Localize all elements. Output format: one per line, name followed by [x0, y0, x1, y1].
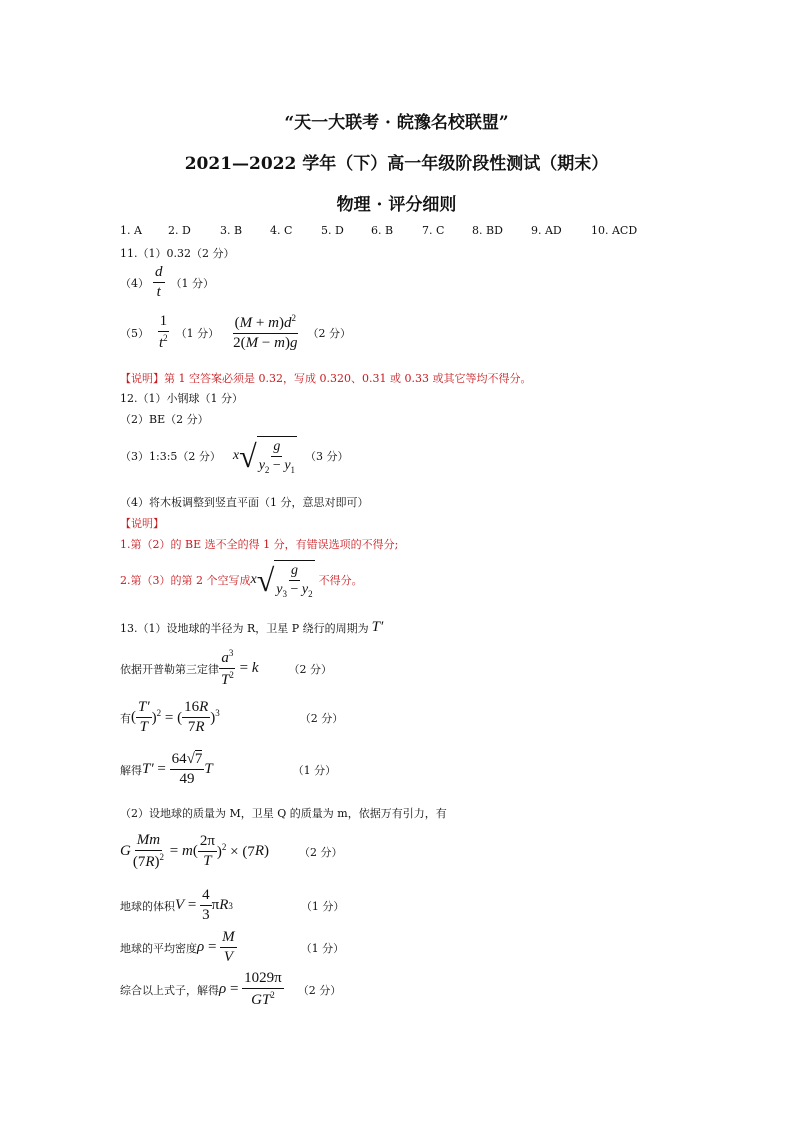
q11-part1: 11.（1）0.32（2 分） [120, 247, 235, 260]
doc-title-line1: “天一大联考 · 皖豫名校联盟” [284, 113, 509, 133]
q13-intro [120, 619, 383, 636]
q13-step6-score: （1 分） [300, 941, 345, 955]
mc-answer: 9. AD [531, 224, 562, 237]
q12-part3 [120, 436, 349, 476]
q13-step2-text: 有 [120, 711, 131, 725]
formula-gravitation: G $\frac{Mm}{(7R)^2}$ = m ( $\frac{2\pi}{T}$ )$^2$ × (7 R ) [120, 832, 270, 871]
formula-t-prime: T′ [371, 619, 384, 635]
q13-step3 [120, 751, 336, 789]
mc-answer: 10. ACD [591, 224, 638, 237]
mc-answer: 4. C [270, 224, 293, 237]
q12-part1: 12.（1）小钢球（1 分） [120, 392, 243, 405]
mc-answer: 1. A [120, 224, 142, 237]
q13-part2: （2）设地球的质量为 M，卫星 Q 的质量为 m，依据万有引力，有 [120, 807, 447, 820]
q11-part4-score: （1 分） [170, 276, 214, 290]
q13-step5-score: （1 分） [300, 899, 345, 913]
q11-part5 [120, 313, 351, 353]
q12-part3-score: （3 分） [305, 450, 349, 463]
q12-part4: （4）将木板调整到竖直平面（1 分，意思对即可） [120, 496, 369, 509]
q13-step1-score: （2 分） [288, 662, 332, 676]
mc-answer: 8. BD [472, 224, 503, 237]
q13-step5-text: 地球的体积 [120, 899, 175, 913]
q12-note-tag: 【说明】 [120, 517, 164, 530]
mc-answer: 7. C [422, 224, 445, 237]
formula-1-over-t2: $\frac{1}{t^2}$ [159, 313, 168, 352]
q13-step7-text: 综合以上式子，解得 [120, 983, 219, 997]
q13-step1-text: 依据开普勒第三定律 [120, 662, 219, 676]
mc-answer: 3. B [220, 224, 243, 237]
formula-ratio: ( $\frac{T'}{T}$ )$^2$ = ( $\frac{16R}{7R}$ )$^3$ [131, 699, 220, 736]
q13-step7-score: （2 分） [297, 983, 342, 997]
q13-step4 [120, 832, 343, 872]
q12-note2-pre: 2.第（3）的第 2 个空写成 [120, 574, 251, 587]
formula-volume: V = $\frac{4}{3}$ π R 3 [175, 887, 233, 924]
mc-answer: 2. D [168, 224, 191, 237]
formula-density: ρ = $\frac{M}{V}$ [197, 929, 235, 966]
note-tag: 【说明】 [120, 372, 164, 385]
q13-step2 [120, 699, 343, 737]
q13-step3-score: （1 分） [292, 763, 337, 777]
q12-part3-text: （3）1:3:5（2 分） [120, 450, 221, 463]
q13-step7 [120, 970, 341, 1010]
formula-g-expression: $\frac{(M + m)d^2}{2(M - m)g}$ [233, 313, 298, 352]
formula-d-over-t: $\frac{d}{t}$ [155, 264, 163, 301]
q12-part2: （2）BE（2 分） [120, 413, 209, 426]
q13-step6 [120, 929, 344, 967]
formula-x-sqrt-wrong: x √ $\frac{g}{y_3 - y_2}$ [250, 562, 313, 600]
q13-step6-text: 地球的平均密度 [120, 941, 197, 955]
q11-part5-score1: （1 分） [175, 326, 220, 340]
q11-part5-score2: （2 分） [307, 326, 351, 340]
q11-note [120, 370, 531, 386]
formula-x-sqrt: x √ $\frac{g}{y_2 - y_1}$ [232, 438, 296, 476]
q12-note2 [120, 560, 363, 600]
q13-step2-score: （2 分） [299, 711, 344, 725]
mc-answer: 5. D [321, 224, 344, 237]
doc-title-line3: 物理 · 评分细则 [336, 195, 457, 215]
q12-note1: 1.第（2）的 BE 选不全的得 1 分，有错误选项的不得分; [120, 538, 399, 551]
q13-step4-score: （2 分） [299, 845, 343, 859]
q13-step5 [120, 887, 344, 925]
q13-step1 [120, 648, 332, 690]
q13-intro-text: 13.（1）设地球的半径为 R，卫星 P 绕行的周期为 [120, 621, 369, 635]
q11-part4-label: （4） [120, 276, 149, 290]
q11-part5-label: （5） [120, 326, 149, 340]
mc-answer: 6. B [371, 224, 394, 237]
formula-kepler: $\frac{a^3}{T^2}$ = k [221, 648, 259, 689]
doc-title-line2: 2021—2022 学年（下）高一年级阶段性测试（期末） [184, 154, 609, 174]
q13-step3-text: 解得 [120, 763, 142, 777]
q11-part4 [120, 264, 214, 302]
q12-note2-post: 不得分。 [318, 574, 363, 587]
mc-answers-row [120, 224, 680, 237]
formula-density-result: ρ = $\frac{1029\pi}{GT^2}$ [219, 970, 282, 1009]
note-text: 第 1 空答案必须是 0.32，写成 0.320、0.31 或 0.33 或其它等均不得分。 [164, 372, 532, 385]
formula-t-prime-result: T′ = $\frac{64√7}{49}$ T [142, 751, 213, 788]
